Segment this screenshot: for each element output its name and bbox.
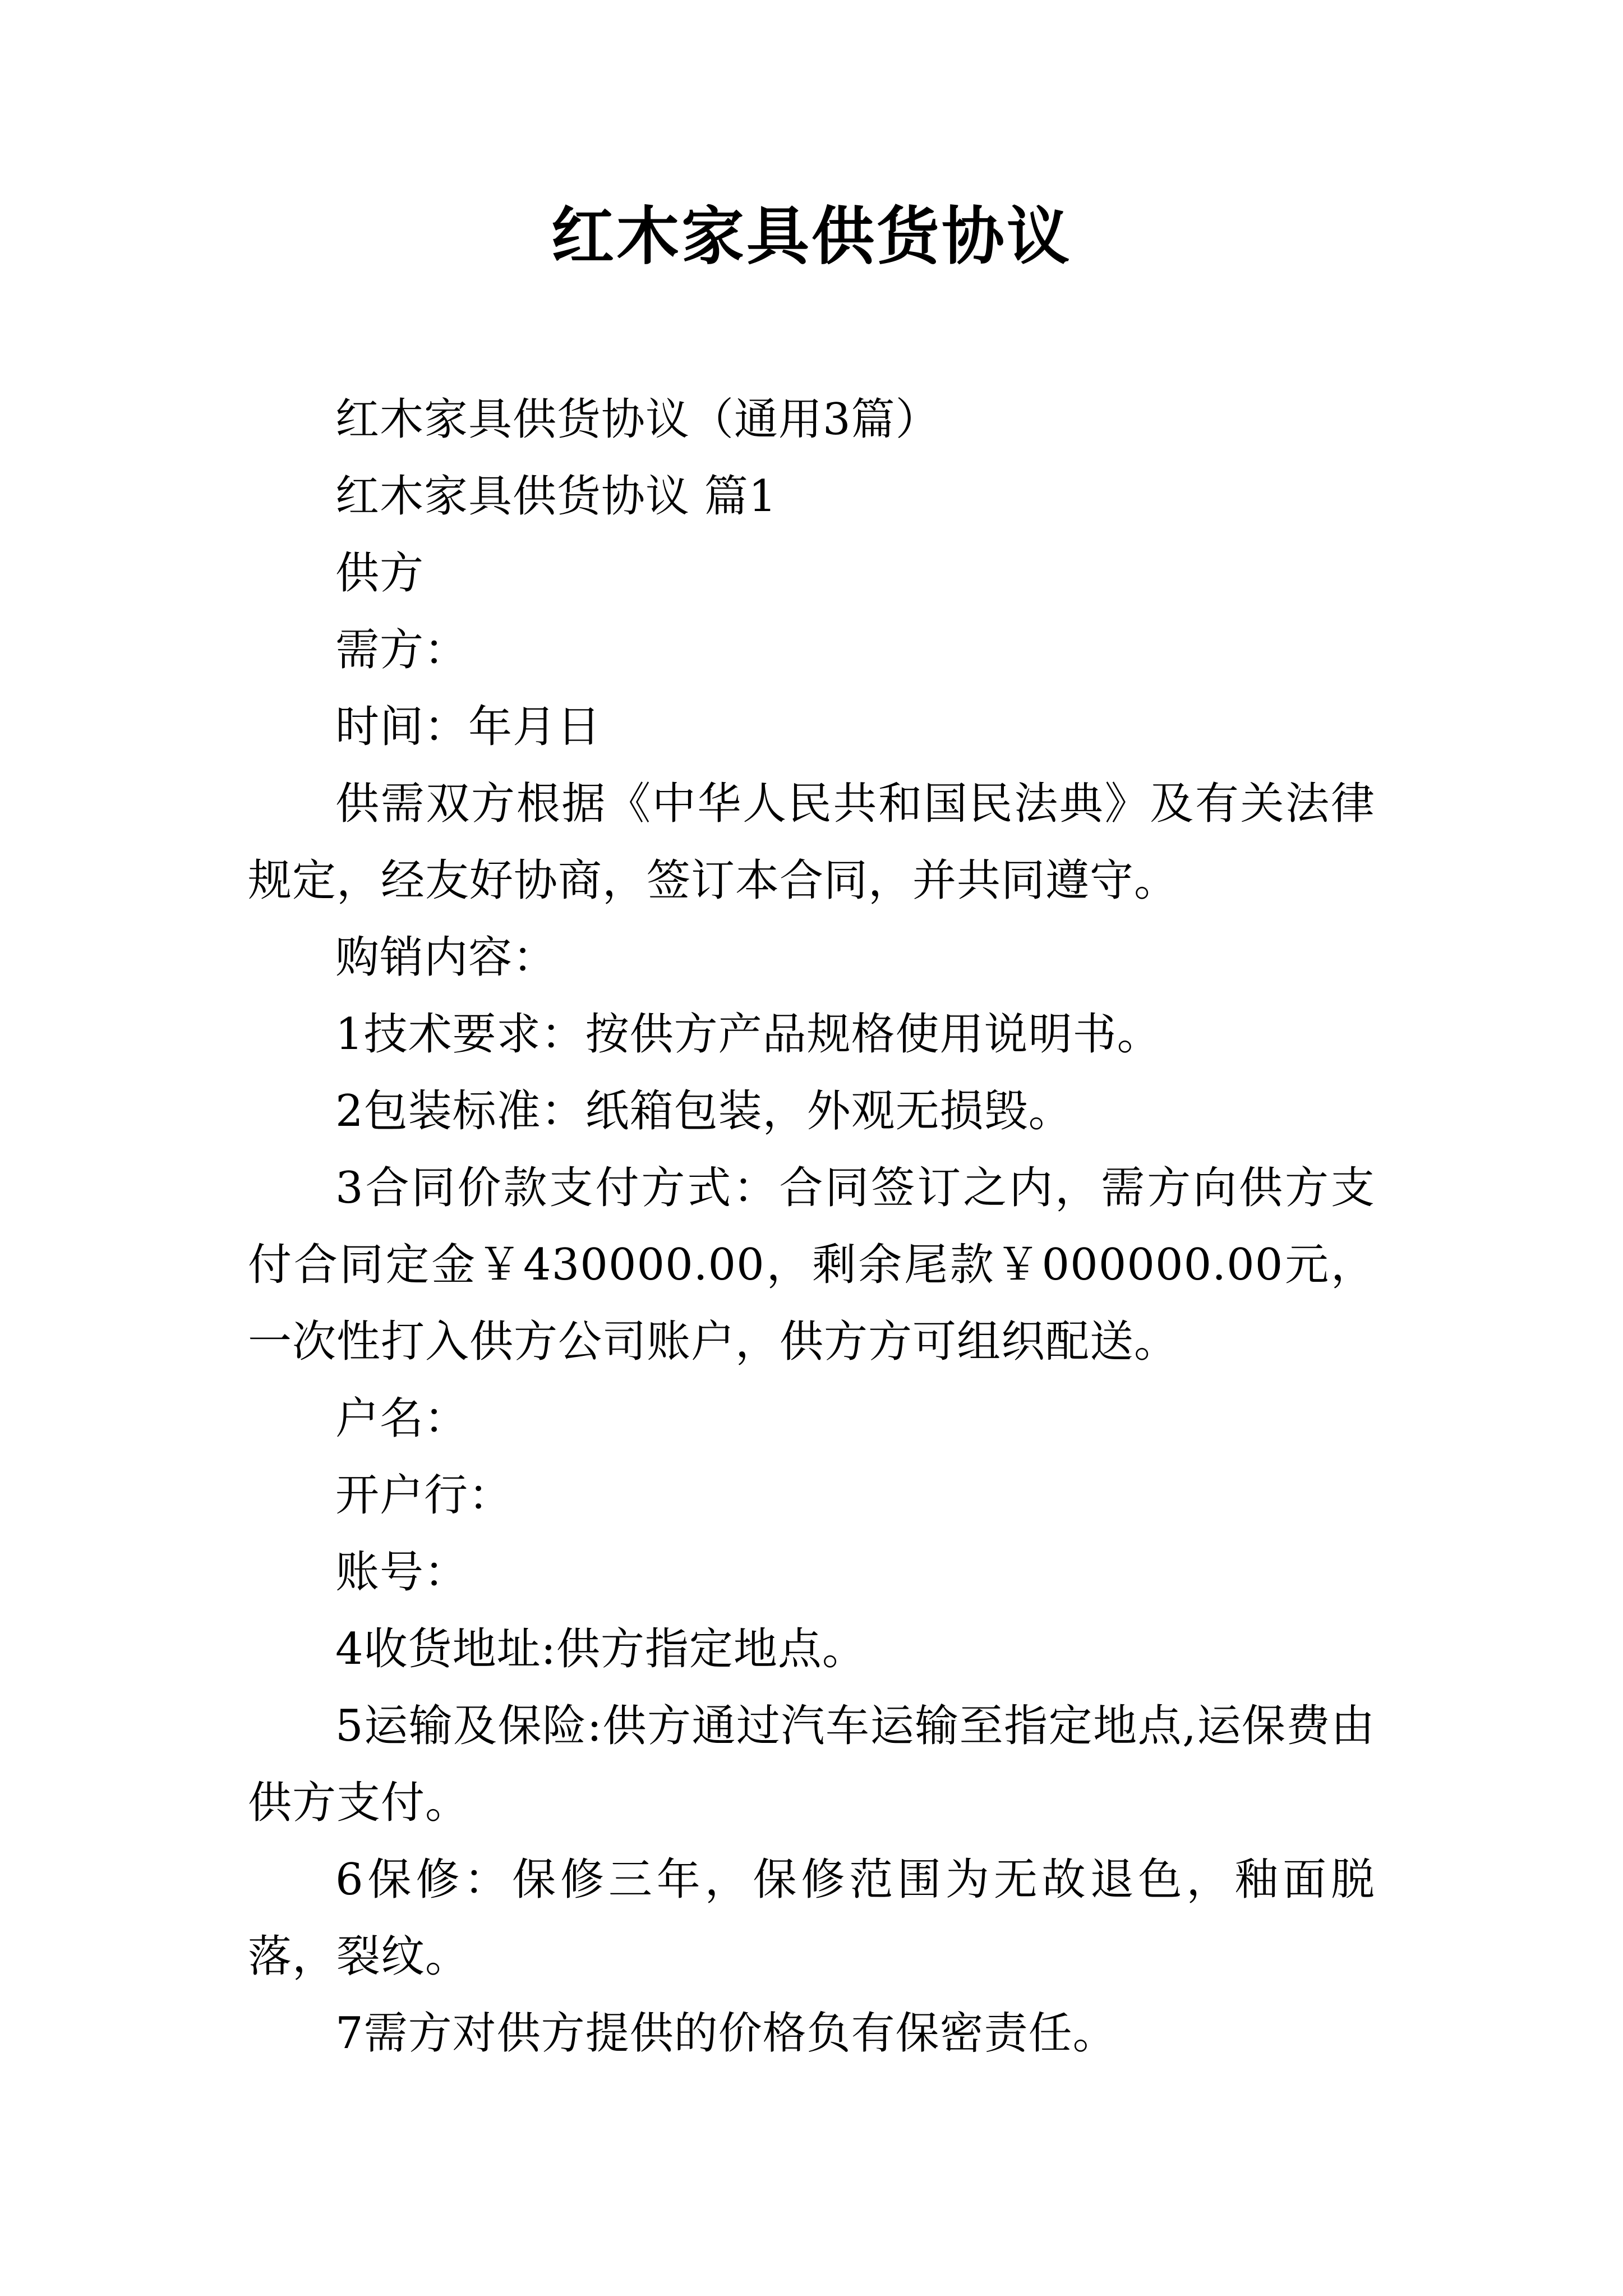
paragraph-clause-4: 4收货地址:供方指定地点。 [335, 1624, 866, 1674]
paragraph-subtitle: 红木家具供货协议（通用3篇） [335, 394, 940, 445]
paragraph-bank: 开户行： [335, 1470, 513, 1521]
paragraph-clause-2: 2包装标准：纸箱包装，外观无损毁。 [335, 1086, 1073, 1137]
paragraph-date: 时间：年月日 [335, 702, 602, 752]
paragraph-account-number: 账号： [335, 1547, 469, 1598]
paragraph-buyer: 需方： [335, 625, 469, 675]
paragraph-account-name: 户名： [335, 1393, 469, 1444]
paragraph-clause-7: 7需方对供方提供的价格负有保密责任。 [335, 2008, 1117, 2059]
paragraph-clause-1: 1技术要求：按供方产品规格使用说明书。 [335, 1009, 1161, 1060]
paragraph-supplier: 供方 [335, 548, 425, 599]
document-body [248, 381, 1375, 2072]
document-title: 红木家具供货协议 [551, 200, 1072, 273]
paragraph-clause-5: 5运输及保险:供方通过汽车运输至指定地点,运保费由供方支付。 [248, 1701, 1375, 1828]
paragraph-clause-6: 6保修：保修三年，保修范围为无故退色，釉面脱落，裂纹。 [248, 1855, 1375, 1982]
paragraph-section-heading: 红木家具供货协议 篇1 [335, 471, 777, 522]
paragraph-purchase-content: 购销内容： [335, 932, 557, 983]
paragraph-clause-3: 3合同价款支付方式：合同签订之内，需方向供方支付合同定金￥430000.00，剩余尾款￥000000.00元，一次性打入供方公司账户，供方方可组织配送。 [248, 1163, 1375, 1367]
paragraph-preamble: 供需双方根据《中华人民共和国民法典》及有关法律规定，经友好协商，签订本合同，并共同遵守。 [248, 779, 1375, 906]
